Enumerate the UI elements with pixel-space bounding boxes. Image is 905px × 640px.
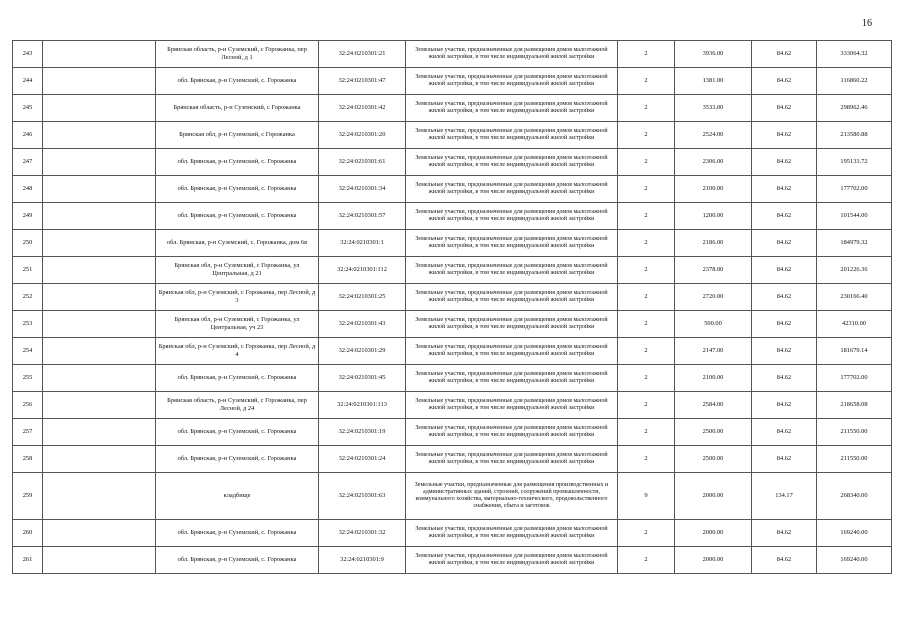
specific-value-cell: 84.62 <box>752 365 817 392</box>
cadastral-value-cell: 169240.00 <box>817 520 892 547</box>
specific-value-cell: 84.62 <box>752 311 817 338</box>
area-cell: 1381.00 <box>675 68 752 95</box>
address-cell: обл. Брянская, р-н Суземский, с. Горожанка, дом 6в <box>156 230 319 257</box>
area-cell: 2000.00 <box>675 547 752 574</box>
cadastral-value-cell: 230166.40 <box>817 284 892 311</box>
address-cell: обл. Брянская, р-н Суземский, с. Горожанка <box>156 176 319 203</box>
cadastral-value-table <box>12 40 892 574</box>
cadastral-value-cell: 211550.00 <box>817 446 892 473</box>
cadastral-number-cell: 32:24:0210301:32 <box>319 520 406 547</box>
cadastral-number-cell: 32:24:0210301:29 <box>319 338 406 365</box>
table-row <box>13 284 892 311</box>
specific-value-cell: 84.62 <box>752 257 817 284</box>
address-cell: обл. Брянская, р-н Суземский, с. Горожанка <box>156 520 319 547</box>
use-group-cell: 2 <box>618 176 675 203</box>
cadastral-number-cell: 32:24:0210301:61 <box>319 149 406 176</box>
land-use-cell: Земельные участки, предназначенные для размещения производственных и административных зданий, строений, сооружений промышленности, коммунального хозяйства, материально-технического, продовольственного снабжения, сбыта и заготовок <box>406 473 618 520</box>
land-use-cell: Земельные участки, предназначенные для размещения домов малоэтажной жилой застройки, в том числе индивидуальной жилой застройки <box>406 122 618 149</box>
specific-value-cell: 84.62 <box>752 176 817 203</box>
land-use-cell: Земельные участки, предназначенные для размещения домов малоэтажной жилой застройки, в том числе индивидуальной жилой застройки <box>406 284 618 311</box>
use-group-cell: 2 <box>618 311 675 338</box>
use-group-cell: 2 <box>618 338 675 365</box>
land-use-cell: Земельные участки, предназначенные для размещения домов малоэтажной жилой застройки, в том числе индивидуальной жилой застройки <box>406 41 618 68</box>
area-cell: 3936.00 <box>675 41 752 68</box>
land-use-cell: Земельные участки, предназначенные для размещения домов малоэтажной жилой застройки, в том числе индивидуальной жилой застройки <box>406 365 618 392</box>
table-row <box>13 122 892 149</box>
empty-cell <box>43 122 156 149</box>
cadastral-value-cell: 184979.32 <box>817 230 892 257</box>
address-cell: Брянская область, р-н Суземский, с Горожанка, пер Лесной, д 24 <box>156 392 319 419</box>
cadastral-number-cell: 32:24:0210301:9 <box>319 547 406 574</box>
area-cell: 2524.00 <box>675 122 752 149</box>
row-number-cell: 248 <box>13 176 43 203</box>
cadastral-value-cell: 218658.08 <box>817 392 892 419</box>
empty-cell <box>43 311 156 338</box>
land-use-cell: Земельные участки, предназначенные для размещения домов малоэтажной жилой застройки, в том числе индивидуальной жилой застройки <box>406 68 618 95</box>
specific-value-cell: 84.62 <box>752 520 817 547</box>
table-row <box>13 520 892 547</box>
area-cell: 2000.00 <box>675 520 752 547</box>
cadastral-value-cell: 298962.46 <box>817 95 892 122</box>
address-cell: Брянская область, р-н Суземский, с Горожанка <box>156 95 319 122</box>
use-group-cell: 2 <box>618 230 675 257</box>
area-cell: 2147.00 <box>675 338 752 365</box>
land-use-cell: Земельные участки, предназначенные для размещения домов малоэтажной жилой застройки, в том числе индивидуальной жилой застройки <box>406 419 618 446</box>
use-group-cell: 2 <box>618 68 675 95</box>
cadastral-value-cell: 268340.00 <box>817 473 892 520</box>
empty-cell <box>43 547 156 574</box>
cadastral-number-cell: 32:24:0210301:25 <box>319 284 406 311</box>
address-cell: Брянская обл, р-н Суземский, с Горожанка, пер Лесной, д 4 <box>156 338 319 365</box>
table-row <box>13 230 892 257</box>
area-cell: 1200.00 <box>675 203 752 230</box>
land-use-cell: Земельные участки, предназначенные для размещения домов малоэтажной жилой застройки, в том числе индивидуальной жилой застройки <box>406 311 618 338</box>
use-group-cell: 9 <box>618 473 675 520</box>
use-group-cell: 2 <box>618 284 675 311</box>
land-use-cell: Земельные участки, предназначенные для размещения домов малоэтажной жилой застройки, в том числе индивидуальной жилой застройки <box>406 203 618 230</box>
row-number-cell: 243 <box>13 41 43 68</box>
empty-cell <box>43 446 156 473</box>
area-cell: 2378.00 <box>675 257 752 284</box>
empty-cell <box>43 95 156 122</box>
cadastral-value-cell: 177702.00 <box>817 176 892 203</box>
row-number-cell: 256 <box>13 392 43 419</box>
address-cell: обл. Брянская, р-н Суземский, с. Горожанка <box>156 419 319 446</box>
cadastral-number-cell: 32:24:0210301:57 <box>319 203 406 230</box>
land-use-cell: Земельные участки, предназначенные для размещения домов малоэтажной жилой застройки, в том числе индивидуальной жилой застройки <box>406 392 618 419</box>
address-cell: Брянская обл, р-н Суземский, с Горожанка, ул Центральная, уч 23 <box>156 311 319 338</box>
specific-value-cell: 84.62 <box>752 392 817 419</box>
table-row <box>13 338 892 365</box>
address-cell: обл. Брянская, р-н Суземский, с. Горожанка <box>156 203 319 230</box>
cadastral-value-cell: 195133.72 <box>817 149 892 176</box>
land-use-cell: Земельные участки, предназначенные для размещения домов малоэтажной жилой застройки, в том числе индивидуальной жилой застройки <box>406 547 618 574</box>
specific-value-cell: 84.62 <box>752 68 817 95</box>
land-use-cell: Земельные участки, предназначенные для размещения домов малоэтажной жилой застройки, в том числе индивидуальной жилой застройки <box>406 338 618 365</box>
cadastral-number-cell: 32:24:0210301:43 <box>319 311 406 338</box>
cadastral-number-cell: 32:24:0210301:24 <box>319 446 406 473</box>
cadastral-value-cell: 333064.32 <box>817 41 892 68</box>
cadastral-value-cell: 213580.88 <box>817 122 892 149</box>
row-number-cell: 261 <box>13 547 43 574</box>
area-cell: 2000.00 <box>675 473 752 520</box>
cadastral-value-cell: 169240.00 <box>817 547 892 574</box>
row-number-cell: 254 <box>13 338 43 365</box>
specific-value-cell: 84.62 <box>752 149 817 176</box>
area-cell: 3533.00 <box>675 95 752 122</box>
land-use-cell: Земельные участки, предназначенные для размещения домов малоэтажной жилой застройки, в том числе индивидуальной жилой застройки <box>406 95 618 122</box>
cadastral-number-cell: 32:24:0210301:113 <box>319 392 406 419</box>
address-cell: Брянская обл, р-н Суземский, с Горожанка, ул Центральная, д 21 <box>156 257 319 284</box>
area-cell: 2186.00 <box>675 230 752 257</box>
empty-cell <box>43 257 156 284</box>
empty-cell <box>43 520 156 547</box>
address-cell: кладбище <box>156 473 319 520</box>
area-cell: 2100.00 <box>675 176 752 203</box>
specific-value-cell: 84.62 <box>752 338 817 365</box>
cadastral-value-cell: 177702.00 <box>817 365 892 392</box>
address-cell: обл. Брянская, р-н Суземский, с. Горожанка <box>156 149 319 176</box>
cadastral-value-cell: 116860.22 <box>817 68 892 95</box>
table-row <box>13 203 892 230</box>
use-group-cell: 2 <box>618 257 675 284</box>
empty-cell <box>43 41 156 68</box>
land-use-cell: Земельные участки, предназначенные для размещения домов малоэтажной жилой застройки, в том числе индивидуальной жилой застройки <box>406 446 618 473</box>
specific-value-cell: 84.62 <box>752 230 817 257</box>
area-cell: 2720.00 <box>675 284 752 311</box>
row-number-cell: 246 <box>13 122 43 149</box>
use-group-cell: 2 <box>618 41 675 68</box>
table-row <box>13 547 892 574</box>
specific-value-cell: 84.62 <box>752 95 817 122</box>
row-number-cell: 249 <box>13 203 43 230</box>
row-number-cell: 260 <box>13 520 43 547</box>
address-cell: обл. Брянская, р-н Суземский, с. Горожанка <box>156 68 319 95</box>
cadastral-value-cell: 201226.36 <box>817 257 892 284</box>
cadastral-value-cell: 211550.00 <box>817 419 892 446</box>
cadastral-number-cell: 32:24:0210301:20 <box>319 122 406 149</box>
area-cell: 2500.00 <box>675 446 752 473</box>
table-row <box>13 446 892 473</box>
address-cell: обл. Брянская, р-н Суземский, с. Горожанка <box>156 365 319 392</box>
cadastral-number-cell: 32:24:0210301:47 <box>319 68 406 95</box>
table-row <box>13 257 892 284</box>
area-cell: 2100.00 <box>675 365 752 392</box>
empty-cell <box>43 365 156 392</box>
address-cell: Брянская обл, р-н Суземский, с Горожанка <box>156 122 319 149</box>
row-number-cell: 251 <box>13 257 43 284</box>
use-group-cell: 2 <box>618 547 675 574</box>
use-group-cell: 2 <box>618 419 675 446</box>
row-number-cell: 247 <box>13 149 43 176</box>
use-group-cell: 2 <box>618 446 675 473</box>
land-use-cell: Земельные участки, предназначенные для размещения домов малоэтажной жилой застройки, в том числе индивидуальной жилой застройки <box>406 176 618 203</box>
table-row <box>13 311 892 338</box>
table-row <box>13 95 892 122</box>
address-cell: обл. Брянская, р-н Суземский, с. Горожанка <box>156 446 319 473</box>
row-number-cell: 259 <box>13 473 43 520</box>
use-group-cell: 2 <box>618 95 675 122</box>
cadastral-number-cell: 32:24:0210301:34 <box>319 176 406 203</box>
cadastral-number-cell: 32:24:0210301:63 <box>319 473 406 520</box>
land-use-cell: Земельные участки, предназначенные для размещения домов малоэтажной жилой застройки, в том числе индивидуальной жилой застройки <box>406 520 618 547</box>
use-group-cell: 2 <box>618 203 675 230</box>
row-number-cell: 244 <box>13 68 43 95</box>
address-cell: обл. Брянская, р-н Суземский, с. Горожанка <box>156 547 319 574</box>
table-body <box>13 41 892 574</box>
row-number-cell: 245 <box>13 95 43 122</box>
page-number: 16 <box>862 18 872 29</box>
cadastral-value-cell: 101544.00 <box>817 203 892 230</box>
table-row <box>13 419 892 446</box>
row-number-cell: 257 <box>13 419 43 446</box>
cadastral-number-cell: 32:24:0210301:19 <box>319 419 406 446</box>
area-cell: 2306.00 <box>675 149 752 176</box>
specific-value-cell: 84.62 <box>752 547 817 574</box>
row-number-cell: 253 <box>13 311 43 338</box>
table-row <box>13 365 892 392</box>
cadastral-number-cell: 32:24:0210301:21 <box>319 41 406 68</box>
use-group-cell: 2 <box>618 365 675 392</box>
empty-cell <box>43 68 156 95</box>
address-cell: Брянская обл, р-н Суземский, с Горожанка, пер Лесной, д 3 <box>156 284 319 311</box>
cadastral-number-cell: 32:24:0210301:112 <box>319 257 406 284</box>
address-cell: Брянская область, р-н Суземский, с Горожанка, пер Лесной, д 1 <box>156 41 319 68</box>
specific-value-cell: 84.62 <box>752 203 817 230</box>
use-group-cell: 2 <box>618 520 675 547</box>
cadastral-number-cell: 32:24:0210301:45 <box>319 365 406 392</box>
cadastral-value-cell: 42310.00 <box>817 311 892 338</box>
land-use-cell: Земельные участки, предназначенные для размещения домов малоэтажной жилой застройки, в том числе индивидуальной жилой застройки <box>406 149 618 176</box>
empty-cell <box>43 230 156 257</box>
cadastral-number-cell: 32:24:0210301:42 <box>319 95 406 122</box>
land-use-cell: Земельные участки, предназначенные для размещения домов малоэтажной жилой застройки, в том числе индивидуальной жилой застройки <box>406 230 618 257</box>
table-row <box>13 149 892 176</box>
table-row <box>13 176 892 203</box>
use-group-cell: 2 <box>618 392 675 419</box>
table-row <box>13 68 892 95</box>
specific-value-cell: 84.62 <box>752 41 817 68</box>
table-row <box>13 473 892 520</box>
specific-value-cell: 84.62 <box>752 122 817 149</box>
empty-cell <box>43 176 156 203</box>
specific-value-cell: 84.62 <box>752 446 817 473</box>
row-number-cell: 250 <box>13 230 43 257</box>
empty-cell <box>43 473 156 520</box>
table-row <box>13 41 892 68</box>
land-use-cell: Земельные участки, предназначенные для размещения домов малоэтажной жилой застройки, в том числе индивидуальной жилой застройки <box>406 257 618 284</box>
area-cell: 2500.00 <box>675 419 752 446</box>
empty-cell <box>43 203 156 230</box>
specific-value-cell: 134.17 <box>752 473 817 520</box>
cadastral-value-cell: 181679.14 <box>817 338 892 365</box>
empty-cell <box>43 284 156 311</box>
specific-value-cell: 84.62 <box>752 284 817 311</box>
use-group-cell: 2 <box>618 122 675 149</box>
row-number-cell: 252 <box>13 284 43 311</box>
use-group-cell: 2 <box>618 149 675 176</box>
row-number-cell: 258 <box>13 446 43 473</box>
row-number-cell: 255 <box>13 365 43 392</box>
empty-cell <box>43 338 156 365</box>
area-cell: 500.00 <box>675 311 752 338</box>
empty-cell <box>43 419 156 446</box>
specific-value-cell: 84.62 <box>752 419 817 446</box>
empty-cell <box>43 149 156 176</box>
area-cell: 2584.00 <box>675 392 752 419</box>
empty-cell <box>43 392 156 419</box>
cadastral-number-cell: 32:24:0210301:1 <box>319 230 406 257</box>
table-row <box>13 392 892 419</box>
